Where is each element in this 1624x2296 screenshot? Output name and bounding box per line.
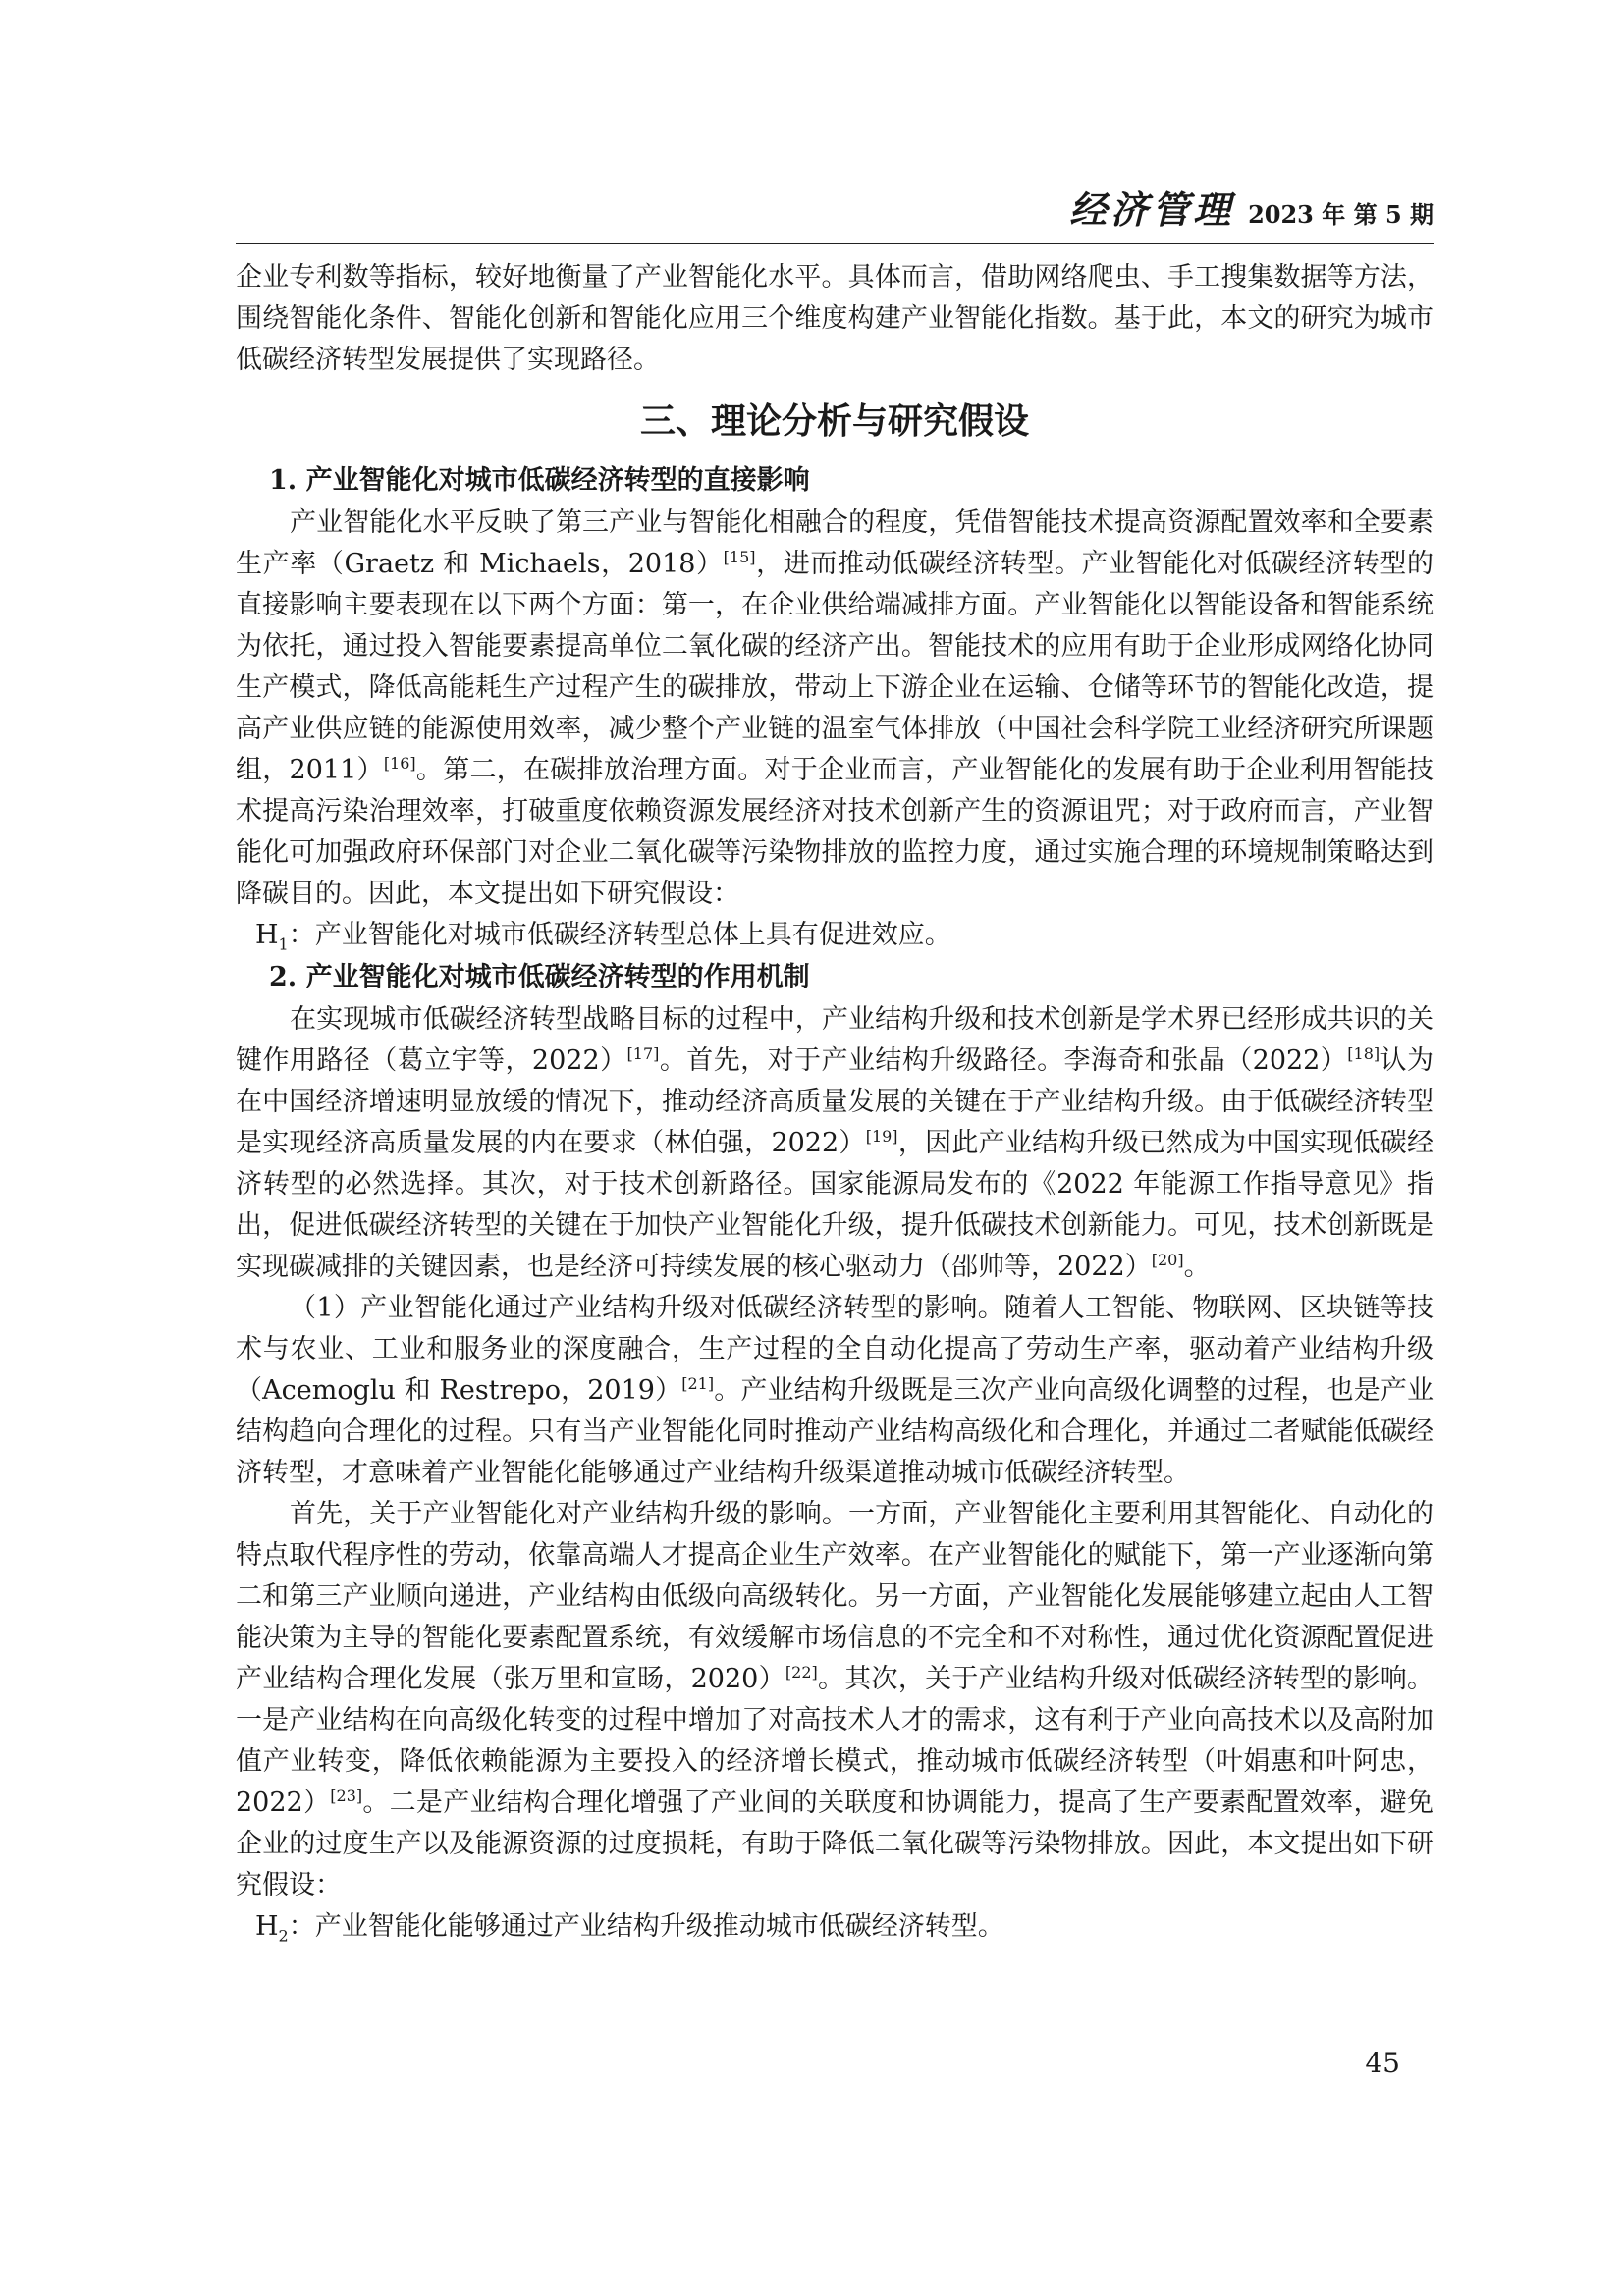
text-run: 。首先，对于产业结构升级路径。李海奇和张晶（2022）	[659, 1045, 1348, 1076]
text-run: 认为在中国经济增速明显放缓的情况下，推动经济高质量发展的关键在于产业结构升级。由于低碳经济转型是实现经济高质量发展的内在要求（林伯强，2022）	[236, 1045, 1435, 1158]
hypothesis-2	[236, 1906, 1434, 1948]
hypothesis-text: ：产业智能化能够通过产业结构升级推动城市低碳经济转型。	[288, 1911, 1004, 1942]
citation-ref: [15]	[723, 548, 756, 566]
text-run: 。二是产业结构合理化增强了产业间的关联度和协调能力，提高了生产要素配置效率，避免企业的过度生产以及能源资源的过度损耗，有助于降低二氧化碳等污染物排放。因此，本文提出如下研究假设：	[236, 1788, 1435, 1900]
paragraph-mechanism-intro	[236, 999, 1434, 1288]
citation-ref: [16]	[383, 754, 416, 773]
text-run: 。其次，关于产业结构升级对低碳经济转型的影响。一是产业结构在向高级化转变的过程中增加了对高技术人才的需求，这有利于产业向高技术以及高附加值产业转变，降低依赖能源为主要投入的经济增长模式，推动城市低碳经济转型（叶娟惠和叶阿忠，2022）	[236, 1664, 1434, 1818]
subsection-title-1: 1. 产业智能化对城市低碳经济转型的直接影响	[269, 465, 810, 496]
paragraph-direct-effect	[236, 503, 1434, 915]
text-run: 首先，关于产业智能化对产业结构升级的影响。一方面，产业智能化主要利用其智能化、自动化的特点取代程序性的劳动，依靠高端人才提高企业生产效率。在产业智能化的赋能下，第一产业逐渐向第二和第三产业顺向递进，产业结构由低级向高级转化。另一方面，产业智能化发展能够建立起由人工智能决策为主导的智能化要素配置系统，有效缓解市场信息的不完全和不对称性，通过优化资源配置促进产业结构合理化发展（张万里和宣旸，2020）	[236, 1499, 1434, 1694]
hypothesis-1	[236, 915, 1434, 956]
page-number: 45	[1365, 2047, 1400, 2079]
citation-ref: [22]	[785, 1663, 818, 1682]
citation-ref: [18]	[1347, 1044, 1380, 1063]
header-rule	[236, 243, 1434, 244]
text-run: 在实现城市低碳经济转型战略目标的过程中，产业结构升级和技术创新是学术界已经形成共识的关键作用路径（葛立宇等，2022）	[236, 1004, 1434, 1076]
section-title: 三、理论分析与研究假设	[639, 400, 1029, 442]
text-run: 。	[1183, 1252, 1211, 1282]
hypothesis-text: ：产业智能化对城市低碳经济转型总体上具有促进效应。	[288, 920, 951, 950]
issue-label: 2023 年 第 5 期	[1248, 200, 1434, 229]
text-run: ，进而推动低碳经济转型。产业智能化对低碳经济转型的直接影响主要表现在以下两个方面：第一，在企业供给端减排方面。产业智能化以智能设备和智能系统为依托，通过投入智能要素提高单位二氧化碳的经济产出。智能技术的应用有助于企业形成网络化协同生产模式，降低高能耗生产过程产生的碳排放，带动上下游企业在运输、仓储等环节的智能化改造，提高产业供应链的能源使用效率，减少整个产业链的温室气体排放（中国社会科学院工业经济研究所课题组，2011）	[236, 549, 1434, 785]
hypothesis-index: 1	[278, 934, 289, 954]
citation-ref: [19]	[865, 1127, 898, 1146]
text-run: 。第二，在碳排放治理方面。对于企业而言，产业智能化的发展有助于企业利用智能技术提高污染治理效率，打破重度依赖资源发展经济对技术创新产生的资源诅咒；对于政府而言，产业智能化可加强政府环保部门对企业二氧化碳等污染物排放的监控力度，通过实施合理的环境规制策略达到降碳目的。因此，本文提出如下研究假设：	[236, 755, 1435, 909]
paragraph-structure-effects	[236, 1494, 1434, 1906]
journal-name: 经济管理	[1069, 187, 1235, 232]
running-header	[236, 187, 1434, 238]
paragraph-structure-upgrade	[236, 1288, 1434, 1494]
citation-ref: [20]	[1151, 1251, 1184, 1269]
citation-ref: [21]	[681, 1374, 715, 1393]
text-run: 产业智能化水平反映了第三产业与智能化相融合的程度，凭借智能技术提高资源配置效率和全要素生产率（Graetz 和 Michaels，2018）	[236, 507, 1434, 579]
citation-ref: [23]	[330, 1787, 363, 1805]
header-right	[1069, 180, 1434, 234]
hypothesis-letter: H	[255, 1911, 279, 1942]
hypothesis-letter: H	[255, 920, 279, 950]
citation-ref: [17]	[626, 1044, 660, 1063]
page-content	[236, 257, 1434, 1948]
hypothesis-index: 2	[278, 1926, 289, 1946]
text-run: （1）产业智能化通过产业结构升级对低碳经济转型的影响。随着人工智能、物联网、区块链等技术与农业、工业和服务业的深度融合，生产过程的全自动化提高了劳动生产率，驱动着产业结构升级（Acemoglu 和 Restrepo，2019）	[236, 1293, 1434, 1406]
intro-paragraph: 企业专利数等指标，较好地衡量了产业智能化水平。具体而言，借助网络爬虫、手工搜集数据等方法，围绕智能化条件、智能化创新和智能化应用三个维度构建产业智能化指数。基于此，本文的研究为城市低碳经济转型发展提供了实现路径。	[236, 262, 1434, 375]
subsection-title-2: 2. 产业智能化对城市低碳经济转型的作用机制	[269, 962, 810, 992]
text-run: 。产业结构升级既是三次产业向高级化调整的过程，也是产业结构趋向合理化的过程。只有当产业智能化同时推动产业结构高级化和合理化，并通过二者赋能低碳经济转型，才意味着产业智能化能够通过产业结构升级渠道推动城市低碳经济转型。	[236, 1375, 1434, 1488]
text-run: ，因此产业结构升级已然成为中国实现低碳经济转型的必然选择。其次，对于技术创新路径。国家能源局发布的《2022 年能源工作指导意见》指出，促进低碳经济转型的关键在于加快产业智能化升级，提升低碳技术创新能力。可见，技术创新既是实现碳减排的关键因素，也是经济可持续发展的核心驱动力（邵帅等，2022）	[236, 1128, 1434, 1282]
